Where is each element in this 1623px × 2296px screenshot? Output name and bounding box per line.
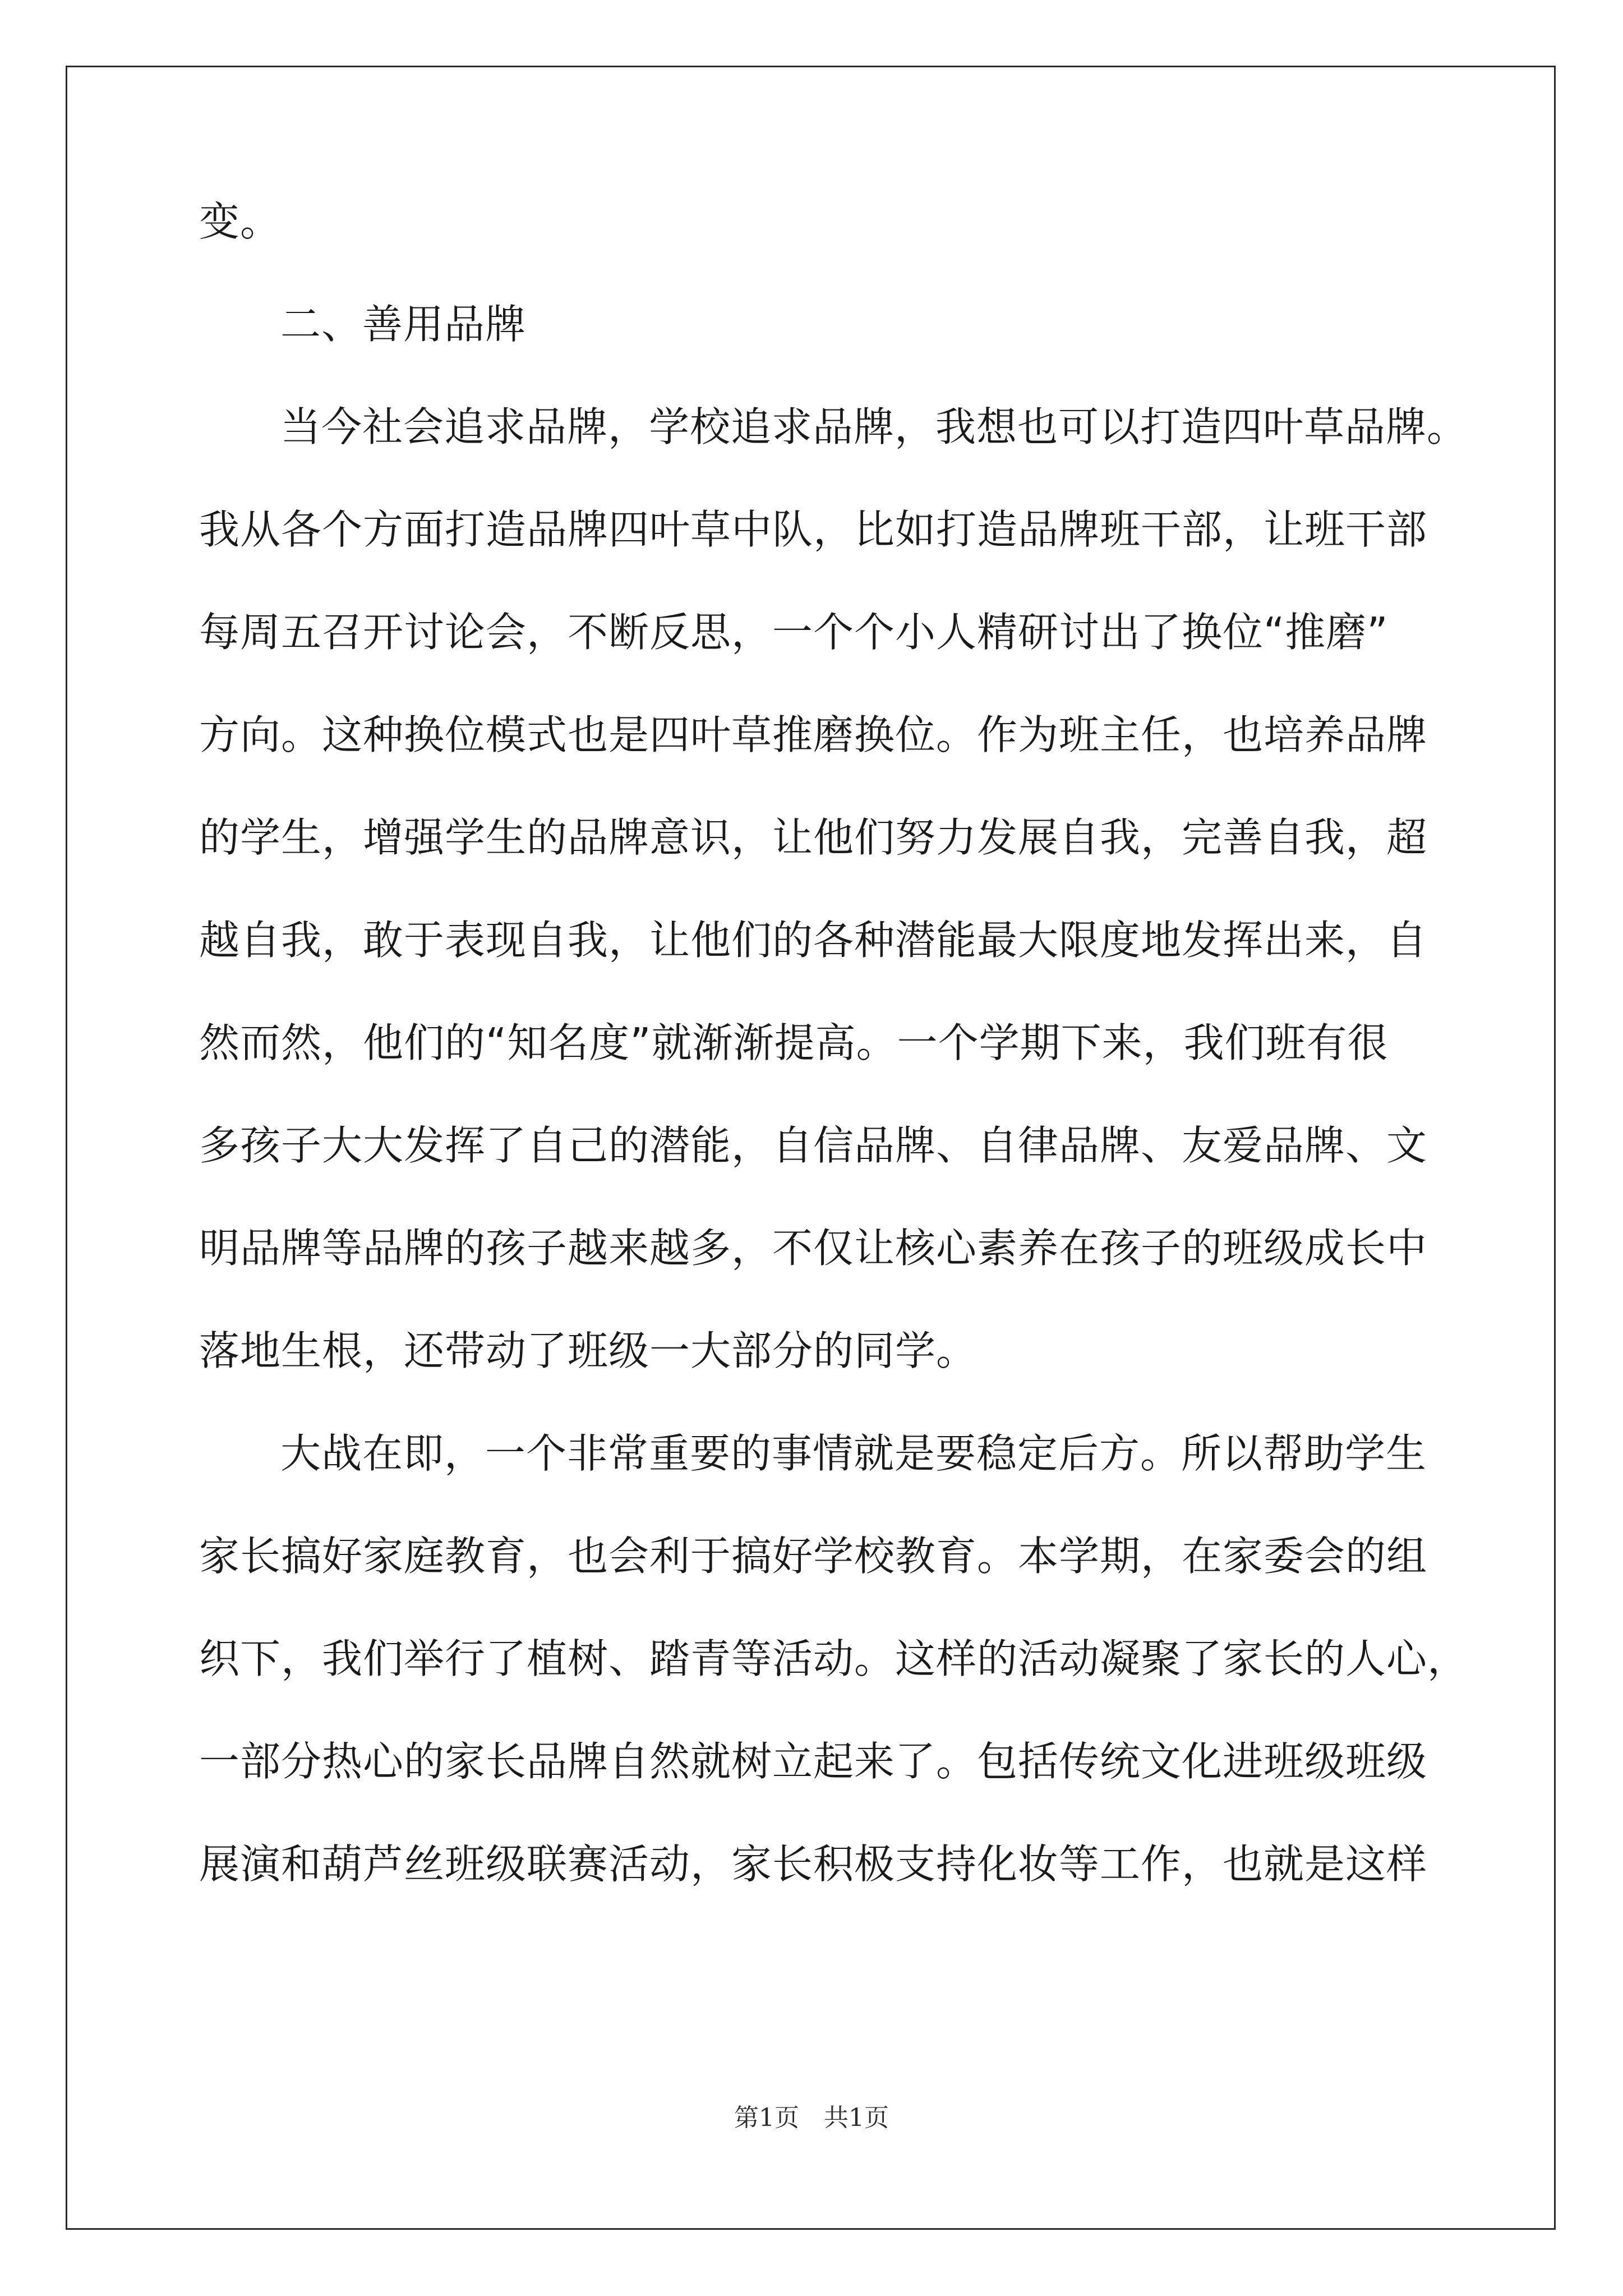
paragraph-line: 越自我，敢于表现自我，让他们的各种潜能最大限度地发挥出来，自 [199, 917, 1428, 964]
paragraph-line: 当今社会追求品牌，学校追求品牌，我想也可以打造四叶草品牌。 [280, 403, 1468, 450]
paragraph-line: 然而然，他们的“知名度”就渐渐提高。一个学期下来，我们班有很 [199, 1019, 1389, 1066]
paragraph-line: 家长搞好家庭教育，也会利于搞好学校教育。本学期，在家委会的组 [199, 1533, 1428, 1580]
paragraph-line: 一部分热心的家长品牌自然就树立起来了。包括传统文化进班级班级 [199, 1738, 1428, 1785]
paragraph-line: 变。 [199, 198, 282, 245]
paragraph-line: 落地生根，还带动了班级一大部分的同学。 [199, 1327, 978, 1374]
paragraph-line: 我从各个方面打造品牌四叶草中队，比如打造品牌班干部，让班干部 [199, 506, 1428, 553]
paragraph-line: 大战在即，一个非常重要的事情就是要稳定后方。所以帮助学生 [280, 1430, 1427, 1477]
paragraph-line: 展演和葫芦丝班级联赛活动，家长积极支持化妆等工作，也就是这样 [199, 1841, 1428, 1888]
paragraph-line: 方向。这种换位模式也是四叶草推磨换位。作为班主任，也培养品牌 [199, 711, 1428, 758]
paragraph-line: 多孩子大大发挥了自己的潜能，自信品牌、自律品牌、友爱品牌、文 [199, 1122, 1428, 1169]
paragraph-line: 明品牌等品牌的孩子越来越多，不仅让核心素养在孩子的班级成长中 [199, 1225, 1428, 1272]
paragraph-line: 每周五召开讨论会，不断反思，一个个小人精研讨出了换位“推磨” [199, 609, 1389, 656]
paragraph-line: 的学生，增强学生的品牌意识，让他们努力发展自我，完善自我，超 [199, 814, 1428, 861]
section-heading: 二、善用品牌 [280, 301, 527, 348]
page-number-footer: 第1页 共1页 [734, 2104, 889, 2132]
paragraph-line: 织下，我们举行了植树、踏青等活动。这样的活动凝聚了家长的人心， [199, 1635, 1469, 1682]
